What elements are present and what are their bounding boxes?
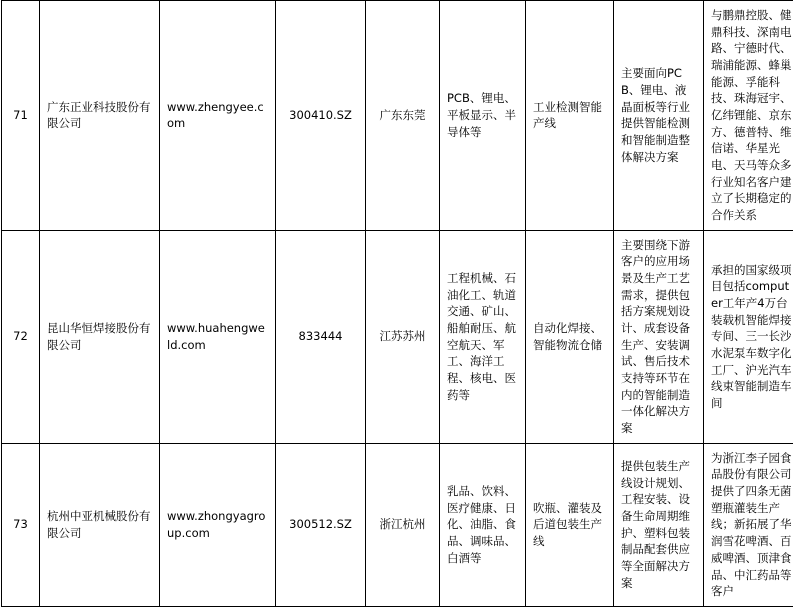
company-location: 广东东莞 [366,1,440,231]
table-row [2,230,793,443]
industry-field: 乳品、饮料、医疗健康、日化、油脂、食品、调味品、白酒等 [440,443,526,606]
product-line: 工业检测智能产线 [526,1,614,231]
solution-description: 主要面向PCB、锂电、液晶面板等行业提供智能检测和智能制造整体解决方案 [614,1,704,231]
table-row [2,443,793,606]
key-customers: 与鹏鼎控股、健鼎科技、深南电路、宁德时代、瑞浦能源、蜂巢能源、孚能科技、珠海冠宇、亿纬锂能、京东方、德普特、维信诺、华星光电、天马等众多行业知名客户建立了长期稳定的合作关系 [704,1,793,231]
stock-code: 300512.SZ [276,443,366,606]
company-website: www.zhengyee.com [160,1,276,231]
company-website: www.zhongyagroup.com [160,443,276,606]
company-location: 江苏苏州 [366,230,440,443]
row-index: 72 [2,230,40,443]
stock-code: 833444 [276,230,366,443]
industry-field: PCB、锂电、平板显示、半导体等 [440,1,526,231]
key-customers: 承担的国家级项目包括computer工年产4万台装载机智能焊接专间、三一长沙水泥泵车数字化工厂、沪光汽车线束智能制造车间 [704,230,793,443]
product-line: 吹瓶、灌装及后道包装生产线 [526,443,614,606]
table-row [2,1,793,231]
product-line: 自动化焊接、智能物流仓储 [526,230,614,443]
company-name: 昆山华恒焊接股份有限公司 [40,230,160,443]
row-index: 71 [2,1,40,231]
company-name: 杭州中亚机械股份有限公司 [40,443,160,606]
key-customers: 为浙江李子园食品股份有限公司提供了四条无菌塑瓶灌装生产线；新拓展了华润雪花啤酒、百威啤酒、顶津食品、中汇药品等客户 [704,443,793,606]
solution-description: 提供包装生产线设计规划、工程安装、设备生命周期维护、塑料包装制品配套供应等全面解决方案 [614,443,704,606]
company-name: 广东正业科技股份有限公司 [40,1,160,231]
industry-field: 工程机械、石油化工、轨道交通、矿山、船舶耐压、航空航天、军工、海洋工程、核电、医药等 [440,230,526,443]
company-location: 浙江杭州 [366,443,440,606]
company-website: www.huahengweld.com [160,230,276,443]
stock-code: 300410.SZ [276,1,366,231]
solution-description: 主要围绕下游客户的应用场景及生产工艺需求，提供包括方案规划设计、成套设备生产、安装调试、售后技术支持等环节在内的智能制造一体化解决方案 [614,230,704,443]
row-index: 73 [2,443,40,606]
table-body [2,1,793,607]
company-list-table [1,0,793,607]
